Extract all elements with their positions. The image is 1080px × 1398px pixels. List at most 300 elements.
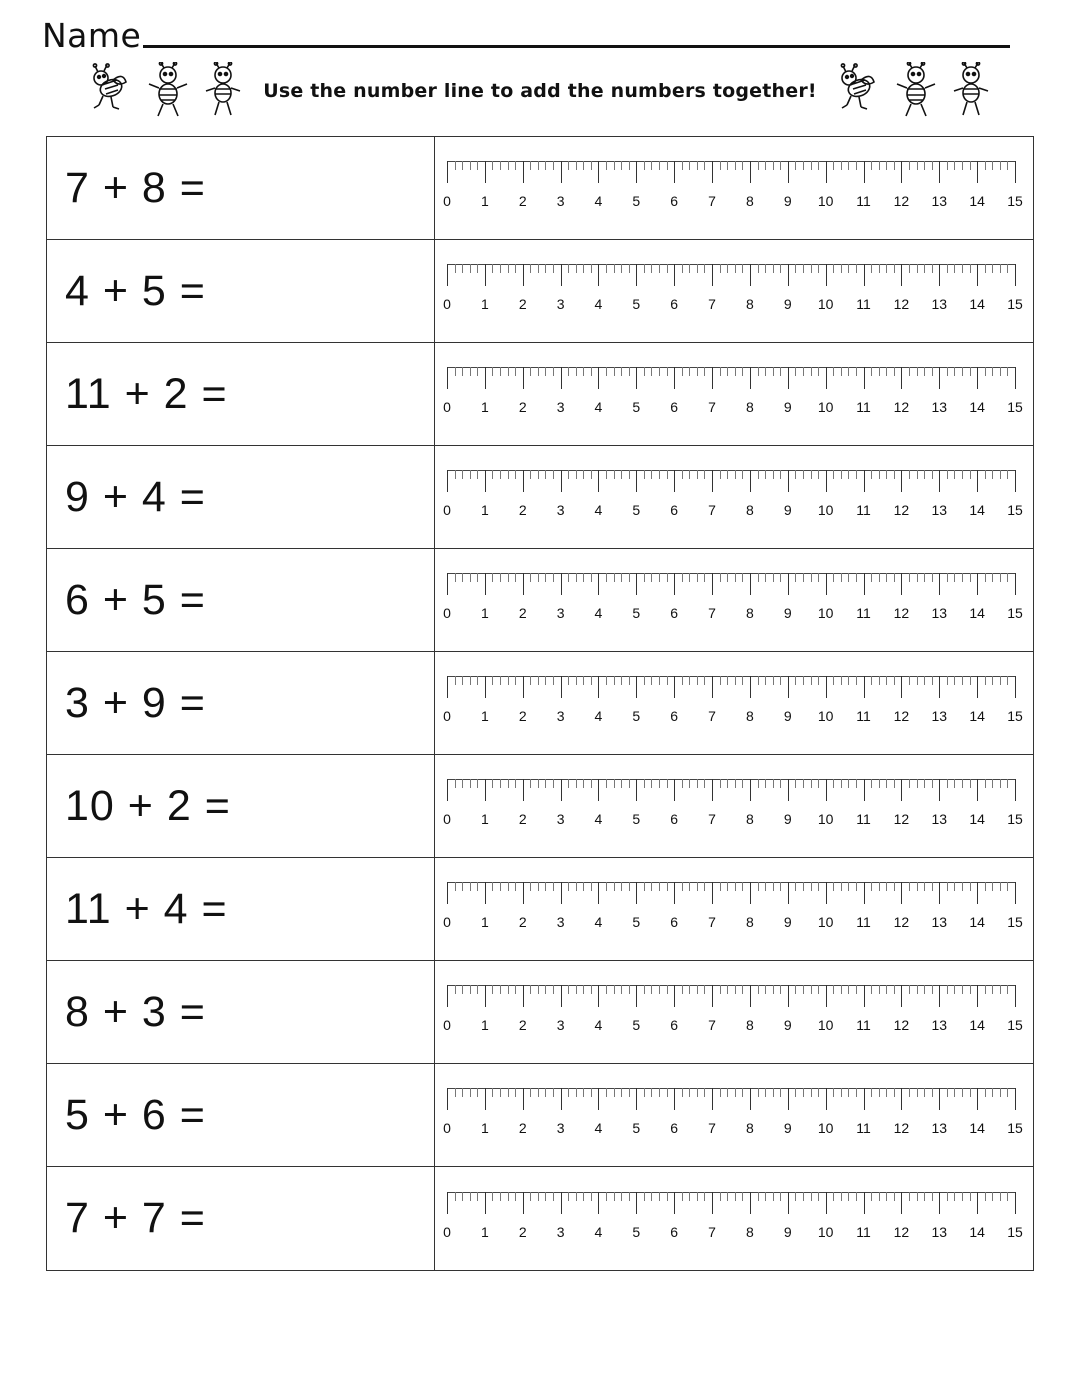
number-line-tick xyxy=(939,367,940,389)
number-line-tick xyxy=(886,1192,887,1201)
number-line-tick xyxy=(492,882,493,891)
number-line-tick xyxy=(1007,264,1008,273)
number-line-tick xyxy=(871,367,872,376)
number-line-tick xyxy=(697,1088,698,1097)
problem-expression[interactable]: 4 + 5 = xyxy=(47,240,435,342)
number-line-tick xyxy=(954,676,955,685)
number-line-tick xyxy=(515,367,516,376)
number-line-tick xyxy=(455,985,456,994)
number-line-tick xyxy=(508,264,509,273)
number-line-tick xyxy=(818,367,819,376)
number-line-tick xyxy=(932,161,933,170)
number-line-tick xyxy=(462,1088,463,1097)
number-line-cell[interactable] xyxy=(435,858,1033,960)
number-line-label: 7 xyxy=(708,193,716,209)
problem-expression[interactable]: 9 + 4 = xyxy=(47,446,435,548)
number-line-tick xyxy=(879,779,880,788)
number-line-tick xyxy=(909,161,910,170)
number-line-tick xyxy=(720,470,721,479)
number-line-tick xyxy=(561,367,562,389)
number-line-tick xyxy=(689,1192,690,1201)
number-line-tick xyxy=(924,882,925,891)
number-line-tick xyxy=(727,779,728,788)
number-line-tick xyxy=(492,367,493,376)
number-line-tick xyxy=(697,161,698,170)
number-line-label: 9 xyxy=(783,605,792,621)
number-line-label: 6 xyxy=(670,605,679,621)
number-line-tick xyxy=(689,1088,690,1097)
number-line-tick xyxy=(500,779,501,788)
number-line-tick xyxy=(864,779,865,801)
problem-expression[interactable]: 3 + 9 = xyxy=(47,652,435,754)
problem-expression[interactable]: 7 + 7 = xyxy=(47,1167,435,1270)
number-line-ruler xyxy=(447,161,1015,191)
number-line-tick xyxy=(667,367,668,376)
number-line-label: 1 xyxy=(480,1223,489,1240)
problem-expression[interactable]: 8 + 3 = xyxy=(47,961,435,1063)
name-write-line[interactable] xyxy=(143,45,1010,48)
number-line-tick xyxy=(568,161,569,170)
number-line-tick xyxy=(750,779,751,801)
number-line-baseline xyxy=(447,1088,1015,1089)
number-line-tick xyxy=(924,264,925,273)
number-line-tick xyxy=(954,779,955,788)
number-line-tick xyxy=(886,264,887,273)
number-line-tick xyxy=(720,882,721,891)
number-line-tick xyxy=(871,1088,872,1097)
number-line-tick xyxy=(621,264,622,273)
number-line-tick xyxy=(954,985,955,994)
number-line-label: 11 xyxy=(856,1120,871,1136)
number-line-tick xyxy=(621,779,622,788)
number-line-tick xyxy=(977,573,978,595)
number-line-label: 8 xyxy=(746,914,754,930)
number-line-tick xyxy=(667,161,668,170)
number-line-label: 7 xyxy=(708,1120,716,1136)
number-line-tick xyxy=(1007,1192,1008,1201)
number-line-tick xyxy=(795,779,796,788)
number-line-tick xyxy=(614,367,615,376)
number-line-cell[interactable] xyxy=(435,1064,1033,1166)
number-line-tick xyxy=(720,573,721,582)
number-line-tick xyxy=(651,882,652,891)
number-line-tick xyxy=(659,264,660,273)
number-line-tick xyxy=(561,573,562,595)
number-line-tick xyxy=(689,367,690,376)
number-line-label: 10 xyxy=(817,399,834,415)
number-line-tick xyxy=(818,161,819,170)
number-line-tick xyxy=(848,470,849,479)
number-line-label: 0 xyxy=(443,502,451,518)
number-line-tick xyxy=(636,367,637,389)
number-line-tick xyxy=(1000,470,1001,479)
number-line-tick xyxy=(1007,882,1008,891)
number-line-tick xyxy=(841,1088,842,1097)
number-line-tick xyxy=(568,779,569,788)
number-line-cell[interactable] xyxy=(435,446,1033,548)
number-line-label: 10 xyxy=(817,1017,834,1033)
number-line-label: 5 xyxy=(632,605,641,621)
number-line-label: 10 xyxy=(817,914,834,930)
number-line-cell[interactable] xyxy=(435,755,1033,857)
number-line-tick xyxy=(523,676,524,698)
number-line-label: 3 xyxy=(556,1120,565,1136)
number-line-tick xyxy=(523,264,524,286)
number-line-tick xyxy=(992,1192,993,1201)
number-line-label: 12 xyxy=(893,914,910,930)
number-line-tick xyxy=(629,1192,630,1201)
number-line-tick xyxy=(985,1192,986,1201)
number-line-tick xyxy=(1015,367,1016,389)
number-line-tick xyxy=(591,264,592,273)
number-line-tick xyxy=(568,882,569,891)
number-line-tick xyxy=(780,573,781,582)
number-line-label: 12 xyxy=(893,502,910,518)
number-line-tick xyxy=(1000,573,1001,582)
problem-expression[interactable]: 5 + 6 = xyxy=(47,1064,435,1166)
number-line-cell[interactable] xyxy=(435,961,1033,1063)
number-line-tick xyxy=(598,1192,599,1214)
number-line-label: 6 xyxy=(670,193,679,209)
number-line-tick xyxy=(697,573,698,582)
number-line-tick xyxy=(614,161,615,170)
number-line-tick xyxy=(901,1088,902,1110)
number-line-label: 8 xyxy=(746,1017,754,1033)
number-line-label: 0 xyxy=(443,1223,451,1240)
number-line-tick xyxy=(864,882,865,904)
number-line-labels xyxy=(443,193,1023,215)
number-line-tick xyxy=(856,161,857,170)
number-line-tick xyxy=(485,1192,486,1214)
number-line-tick xyxy=(803,161,804,170)
number-line-tick xyxy=(492,985,493,994)
number-line-tick xyxy=(644,573,645,582)
number-line-tick xyxy=(704,676,705,685)
number-line-tick xyxy=(803,882,804,891)
number-line-tick xyxy=(659,779,660,788)
number-line-tick xyxy=(735,264,736,273)
number-line-tick xyxy=(826,882,827,904)
bee-icon xyxy=(891,62,945,120)
number-line-tick xyxy=(758,1192,759,1201)
number-line-tick xyxy=(530,573,531,582)
number-line-tick xyxy=(985,470,986,479)
number-line-cell[interactable] xyxy=(435,652,1033,754)
number-line-label: 15 xyxy=(1007,914,1023,930)
number-line-tick xyxy=(939,882,940,904)
number-line-tick xyxy=(894,264,895,273)
number-line-label: 15 xyxy=(1007,1017,1023,1033)
number-line-label: 3 xyxy=(556,1017,565,1033)
number-line-label: 6 xyxy=(670,502,679,518)
number-line-tick xyxy=(598,161,599,183)
number-line-tick xyxy=(477,161,478,170)
number-line-tick xyxy=(901,779,902,801)
number-line-label: 4 xyxy=(594,605,603,621)
number-line-tick xyxy=(932,264,933,273)
number-line-tick xyxy=(985,367,986,376)
number-line-tick xyxy=(977,1192,978,1214)
number-line-tick xyxy=(742,1088,743,1097)
number-line-tick xyxy=(1000,367,1001,376)
number-line-tick xyxy=(651,573,652,582)
number-line-tick xyxy=(606,367,607,376)
number-line-tick xyxy=(841,367,842,376)
number-line-tick xyxy=(651,1192,652,1201)
problem-expression[interactable]: 10 + 2 = xyxy=(47,755,435,857)
number-line-tick xyxy=(780,985,781,994)
number-line-tick xyxy=(674,1088,675,1110)
number-line-tick xyxy=(765,573,766,582)
number-line-tick xyxy=(909,470,910,479)
number-line-tick xyxy=(621,367,622,376)
number-line-tick xyxy=(500,264,501,273)
number-line-tick xyxy=(758,367,759,376)
number-line-tick xyxy=(970,985,971,994)
number-line-label: 0 xyxy=(443,914,451,930)
number-line-tick xyxy=(689,985,690,994)
number-line-tick xyxy=(470,264,471,273)
number-line-tick xyxy=(591,367,592,376)
number-line-tick xyxy=(606,779,607,788)
problem-row xyxy=(47,446,1033,549)
problem-expression[interactable]: 7 + 8 = xyxy=(47,137,435,239)
number-line-tick xyxy=(924,470,925,479)
number-line-tick xyxy=(636,1192,637,1214)
number-line-tick xyxy=(1000,264,1001,273)
number-line-tick xyxy=(788,1088,789,1110)
number-line-tick xyxy=(750,573,751,595)
number-line-tick xyxy=(1007,779,1008,788)
number-line-tick xyxy=(826,264,827,286)
number-line-tick xyxy=(561,264,562,286)
number-line-tick xyxy=(939,676,940,698)
number-line-tick xyxy=(508,779,509,788)
number-line-label: 9 xyxy=(783,1223,792,1240)
number-line-label: 4 xyxy=(594,811,603,827)
number-line-tick xyxy=(485,367,486,389)
number-line-tick xyxy=(727,470,728,479)
number-line-tick xyxy=(530,882,531,891)
number-line-tick xyxy=(795,1088,796,1097)
number-line-label: 14 xyxy=(969,1017,985,1033)
number-line-tick xyxy=(803,779,804,788)
number-line-ruler xyxy=(447,1192,1015,1222)
number-line-tick xyxy=(833,882,834,891)
number-line-tick xyxy=(614,985,615,994)
number-line-label: 11 xyxy=(856,605,871,621)
number-line-tick xyxy=(742,882,743,891)
number-line-tick xyxy=(447,1192,448,1214)
number-line-tick xyxy=(879,573,880,582)
number-line-tick xyxy=(712,1088,713,1110)
number-line-tick xyxy=(545,161,546,170)
number-line-label: 15 xyxy=(1007,1223,1023,1240)
number-line-tick xyxy=(765,470,766,479)
problem-expression[interactable]: 11 + 2 = xyxy=(47,343,435,445)
number-line-cell[interactable] xyxy=(435,137,1033,239)
number-line-tick xyxy=(917,1192,918,1201)
number-line-tick xyxy=(606,1088,607,1097)
number-line-tick xyxy=(545,573,546,582)
number-line-tick xyxy=(674,676,675,698)
number-line-tick xyxy=(727,264,728,273)
number-line-tick xyxy=(795,264,796,273)
number-line-tick xyxy=(735,161,736,170)
number-line-tick xyxy=(932,573,933,582)
number-line-label: 13 xyxy=(931,296,948,312)
number-line-tick xyxy=(735,882,736,891)
number-line-tick xyxy=(795,367,796,376)
number-line-tick xyxy=(818,470,819,479)
number-line-tick xyxy=(576,573,577,582)
number-line-tick xyxy=(651,161,652,170)
number-line-tick xyxy=(773,367,774,376)
number-line-tick xyxy=(954,470,955,479)
number-line-label: 1 xyxy=(480,1120,489,1136)
number-line-tick xyxy=(447,779,448,801)
number-line-tick xyxy=(621,1192,622,1201)
number-line-label: 11 xyxy=(856,193,871,209)
number-line-tick xyxy=(689,676,690,685)
number-line-tick xyxy=(833,264,834,273)
number-line-tick xyxy=(803,573,804,582)
number-line-tick xyxy=(500,1088,501,1097)
number-line-tick xyxy=(970,779,971,788)
number-line-tick xyxy=(750,1088,751,1110)
number-line-label: 13 xyxy=(931,708,948,724)
number-line-label: 13 xyxy=(931,193,948,209)
number-line-tick xyxy=(606,985,607,994)
number-line-label: 11 xyxy=(856,399,871,415)
number-line-tick xyxy=(598,985,599,1007)
number-line-tick xyxy=(818,985,819,994)
number-line-tick xyxy=(704,985,705,994)
number-line-label: 4 xyxy=(594,502,603,518)
number-line-tick xyxy=(992,367,993,376)
number-line-tick xyxy=(561,676,562,698)
number-line-tick xyxy=(583,1088,584,1097)
number-line-tick xyxy=(682,676,683,685)
number-line-tick xyxy=(917,985,918,994)
number-line-tick xyxy=(962,676,963,685)
number-line-tick xyxy=(1015,161,1016,183)
number-line-tick xyxy=(901,985,902,1007)
number-line-tick xyxy=(977,367,978,389)
number-line-tick xyxy=(455,573,456,582)
number-line-tick xyxy=(765,161,766,170)
number-line-label: 4 xyxy=(594,1223,603,1240)
number-line-label: 13 xyxy=(931,1120,948,1136)
number-line-tick xyxy=(455,1088,456,1097)
number-line-tick xyxy=(462,161,463,170)
number-line-tick xyxy=(894,1088,895,1097)
bee-trio-clipart-right xyxy=(831,62,997,120)
number-line-label: 4 xyxy=(594,296,603,312)
number-line-label: 12 xyxy=(893,1223,910,1240)
number-line-tick xyxy=(773,985,774,994)
number-line-tick xyxy=(818,676,819,685)
number-line-tick xyxy=(735,470,736,479)
number-line-label: 5 xyxy=(632,193,641,209)
number-line-tick xyxy=(697,882,698,891)
number-line-tick xyxy=(939,264,940,286)
number-line-tick xyxy=(803,470,804,479)
number-line-label: 12 xyxy=(893,811,910,827)
number-line-tick xyxy=(477,779,478,788)
number-line-tick xyxy=(811,161,812,170)
number-line-tick xyxy=(636,676,637,698)
number-line-tick xyxy=(689,470,690,479)
number-line-label: 7 xyxy=(708,811,716,827)
number-line-tick xyxy=(720,367,721,376)
number-line-label: 10 xyxy=(817,193,834,209)
number-line-tick xyxy=(1000,676,1001,685)
number-line-tick xyxy=(508,882,509,891)
number-line-cell[interactable] xyxy=(435,1167,1033,1270)
number-line-tick xyxy=(598,882,599,904)
number-line-tick xyxy=(924,985,925,994)
number-line-tick xyxy=(788,779,789,801)
number-line-label: 13 xyxy=(931,914,948,930)
number-line-tick xyxy=(470,676,471,685)
number-line-tick xyxy=(826,470,827,492)
number-line-tick xyxy=(720,161,721,170)
number-line-tick xyxy=(864,264,865,286)
number-line-tick xyxy=(864,1192,865,1214)
number-line-tick xyxy=(917,264,918,273)
number-line-tick xyxy=(864,573,865,595)
number-line-tick xyxy=(811,1088,812,1097)
number-line-tick xyxy=(477,264,478,273)
number-line-tick xyxy=(750,882,751,904)
number-line-label: 0 xyxy=(443,811,451,827)
number-line-tick xyxy=(780,1088,781,1097)
number-line-baseline xyxy=(447,573,1015,574)
number-line-tick xyxy=(674,985,675,1007)
number-line-baseline xyxy=(447,985,1015,986)
number-line-tick xyxy=(492,1088,493,1097)
number-line-tick xyxy=(833,676,834,685)
number-line-tick xyxy=(636,779,637,801)
number-line-tick xyxy=(909,985,910,994)
number-line-tick xyxy=(447,264,448,286)
number-line-cell[interactable] xyxy=(435,240,1033,342)
number-line-labels xyxy=(443,296,1023,318)
problem-expression[interactable]: 11 + 4 = xyxy=(47,858,435,960)
number-line-tick xyxy=(515,470,516,479)
number-line-tick xyxy=(568,676,569,685)
number-line-label: 5 xyxy=(632,1223,641,1240)
number-line-ruler xyxy=(447,367,1015,397)
number-line-tick xyxy=(568,264,569,273)
number-line-tick xyxy=(462,882,463,891)
number-line-tick xyxy=(629,676,630,685)
number-line-tick xyxy=(583,985,584,994)
number-line-tick xyxy=(765,264,766,273)
number-line-label: 5 xyxy=(632,708,641,724)
number-line-tick xyxy=(924,367,925,376)
number-line-cell[interactable] xyxy=(435,549,1033,651)
number-line-tick xyxy=(477,985,478,994)
number-line-tick xyxy=(462,470,463,479)
number-line-cell[interactable] xyxy=(435,343,1033,445)
number-line-tick xyxy=(848,573,849,582)
number-line-label: 8 xyxy=(746,193,754,209)
problem-expression[interactable]: 6 + 5 = xyxy=(47,549,435,651)
number-line-tick xyxy=(886,470,887,479)
number-line-tick xyxy=(629,779,630,788)
